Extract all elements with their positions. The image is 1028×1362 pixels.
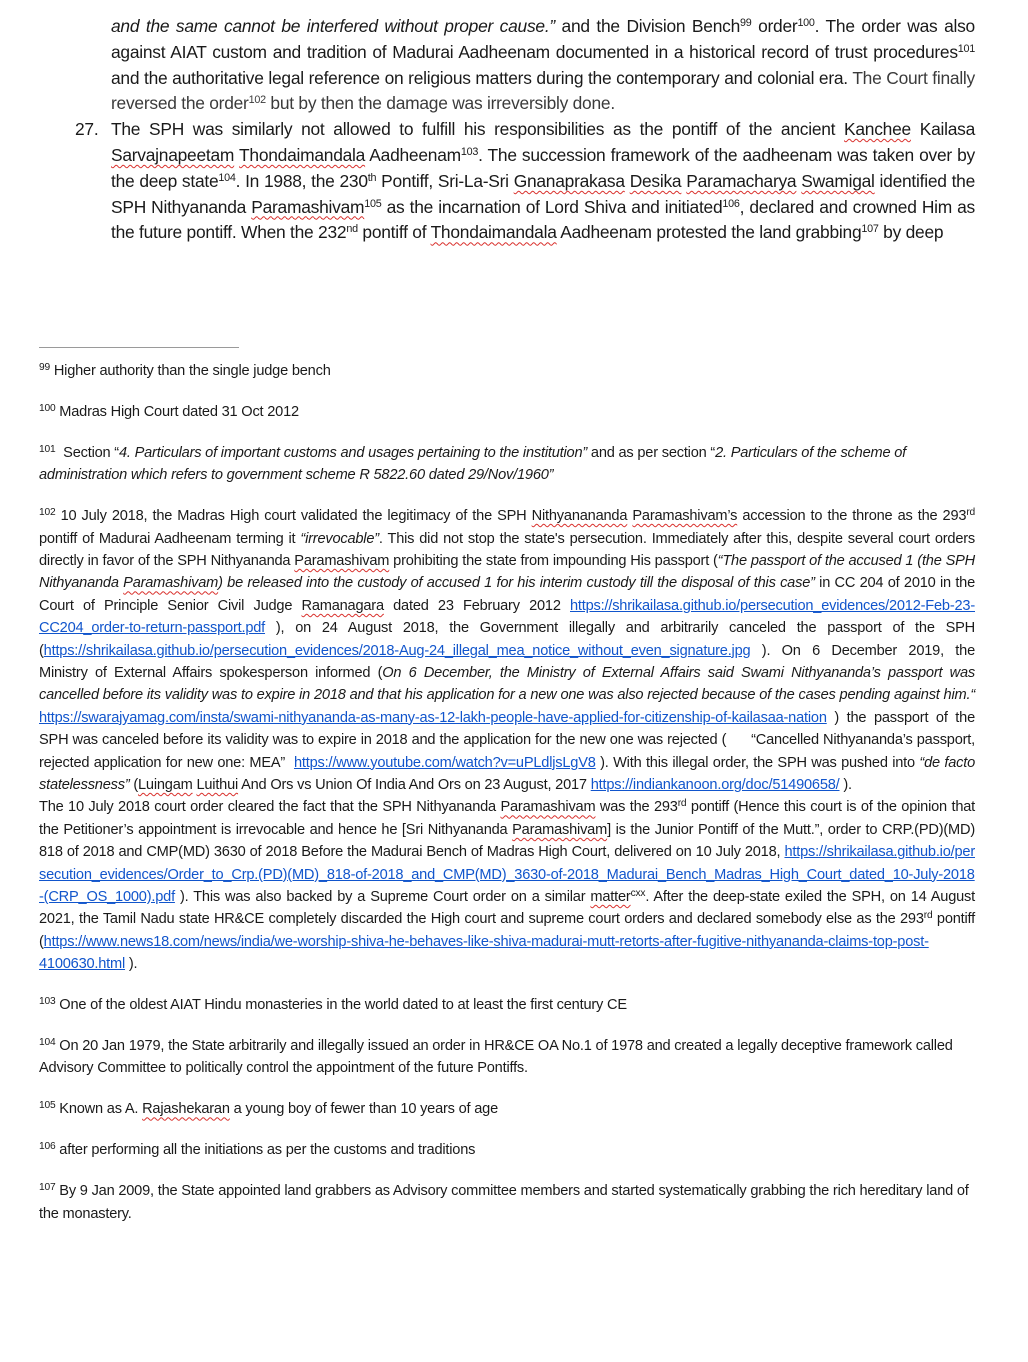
spellcheck-word[interactable]: matter [590, 889, 631, 906]
footnote-102-part-1: $^{102}$ 10 July 2018, the Madras High court validated the legitimacy of the SPH Nithyanananda Paramashivam’s accession to the throne as the 293rd pontiff of Madurai Aadheenam terming it “irrevocable”. This did not stop the state's persecution. Immediately after this, despite several court orders directly in favor of the SPH Nithyananda Paramashivam prohibiting the state from impounding His passport (“The passport of the accused 1 (the SPH Nithyananda Paramashivam) be released into the custody of accused 1 for his interim custody till the disposal of this case” in CC 204 of 2010 in the Court of Principle Senior Civil Judge Ramanagara dated 23 February 2012 https://shrikailasa.github.io/persecution_evidences/2012-Feb-23-CC204_order-to-return-passport.pdf ), on 24 August 2018, the Government illegally and arbitrarily canceled the passport of the SPH (https://shrikailasa.github.io/persecution_evidences/2018-Aug-24_illegal_mea_notice_without_even_signature.jpg ). On 6 December 2019, the Ministry of External Affairs spokesperson informed (On 6 December, the Ministry of External Affairs said Swami Nithyananda’s passport was cancelled before its validity was to expire in 2018 and that his application for a new one was also rejected because of the cases pending against him.“ https://swarajyamag.com/insta/swami-nithyananda-as-many-as-12-lakh-people-have-applied-for-citizenship-of-kailasaa-nation ) the passport of the SPH was canceled before its validity was to expire in 2018 and the application for the new one was rejected ( “Cancelled Nithyananda’s passport, rejected application for new one: MEA” https://www.youtube.com/watch?v=uPLdljsLgV8 ). With this illegal order, the SPH was pushed into “de facto statelessness” (Luingam Luithui And Ors vs Union Of India And Ors on 23 August, 2017 https://indiankanoon.org/doc/51490658/ ). [39, 507, 979, 793]
footnote-ref-106[interactable]: 106 [722, 197, 740, 210]
paragraph-27: 27. The SPH was similarly not allowed to fulfill his responsibilities as the pontiff of the ancient Kanchee Kailasa Sarvajnapeetam Thondaimandala Aadheenam$^{103}$. The succession framework of the aadheenam was taken over by the deep state$^{104}$. In 1988, the 230th Pontiff, Sri-La-Sri Gnanaprakasa Desika Paramacharya Swamigal identified the SPH Nithyananda Paramashivam$^{105}$ as the incarnation of Lord Shiva and initiated$^{106}$, declared and crowned Him as the future pontiff. When the 232nd pontiff of Thondaimandala Aadheenam protested the land grabbing$^{107}$ by deep [75, 119, 976, 243]
footnote-107: $^{107}$ By 9 Jan 2009, the State appointed land grabbers as Advisory committee members and started systematically grabbing the rich hereditary land of the monastery. [39, 1182, 969, 1222]
spellcheck-word[interactable]: Kanchee [844, 119, 911, 140]
spellcheck-word[interactable]: Desika [629, 170, 682, 191]
footnote-102-part-2: The 10 July 2018 court order cleared the fact that the SPH Nithyananda Paramashivam was the 293rd pontiff (Hence this court is of the opinion that the Petitioner’s appointment is irrevocable and hence he [Sri Nithyananda Paramashivam] is the Junior Pontiff of the Mutt.”, order to CRP.(PD)(MD) 818 of 2018 and CMP(MD) 3630 of 2018 Before the Madurai Bench of Madras High Court, delivered on 10 July 2018, https://shrikailasa.github.io/persecution_evidences/Order_to_Crp.(PD)(MD)_818-of-2018_and_CMP(MD)_3630-of-2018_Madurai_Bench_Madras_High_Court_dated_10-July-2018-(CRP_OS_1000).pdf ). This was also backed by a Supreme Court order on a similar matter$^{cxx}$. After the deep-state exiled the SPH, on 14 August 2021, the Tamil Nadu state HR&CE completely discarded the High court and supreme court orders and declared somebody else as the 293rd pontiff (https://www.news18.com/news/india/we-worship-shiva-he-behaves-like-shiva-madurai-mutt-retorts-after-fugitive-nithyananda-claims-top-post-4100630.html ). [39, 798, 976, 973]
link-passport-order[interactable]: https://shrikailasa.github.io/persecution_evidences/2012-Feb-23-CC204_order-to-return-passport.pdf [39, 597, 975, 637]
spellcheck-word[interactable]: Nithyanananda [531, 508, 628, 525]
footnote-103: $^{103}$ One of the oldest AIAT Hindu monasteries in the world dated to at least the first century CE [39, 996, 627, 1014]
footnote-104: $^{104}$ On 20 Jan 1979, the State arbitrarily and illegally issued an order in HR&CE OA No.1 of 1978 and created a legally deceptive framework called Advisory Committee to politically control the appointment of the future Pontiffs. [39, 1036, 953, 1077]
spellcheck-word[interactable]: Paramashivam [251, 196, 365, 217]
footnote-106: $^{106}$ after performing all the initiations as per the customs and traditions [39, 1141, 476, 1159]
footnotes-section [39, 360, 979, 1244]
link-swarajyamag[interactable]: https://swarajyamag.com/insta/swami-nithyananda-as-many-as-12-lakh-people-have-applied-for-citizenship-of-kailasaa-nation [39, 709, 827, 726]
footnote-ref-102[interactable]: 102 [248, 94, 266, 107]
endnote-ref-cxx[interactable]: cxx [630, 887, 646, 899]
list-number: 27. [75, 119, 99, 140]
main-body [75, 14, 976, 246]
spellcheck-word[interactable]: Ramanagara [301, 597, 384, 614]
link-youtube[interactable]: https://www.youtube.com/watch?v=uPLdljsLgV8 [293, 754, 596, 771]
link-crp-order[interactable]: https://shrikailasa.github.io/persecution_evidences/Order_to_Crp.(PD)(MD)_818-of-2018_and_CMP(MD)_3630-of-2018_Madurai_Bench_Madras_High_Court_dated_10-July-2018-(CRP_OS_1000).pdf [39, 844, 975, 906]
italic-quote: and the same cannot be interfered without proper cause.” [111, 16, 555, 36]
spellcheck-word[interactable]: Gnanaprakasa [513, 170, 625, 191]
spellcheck-word[interactable]: Paramacharya [686, 170, 797, 191]
spellcheck-word[interactable]: Paramashivam [294, 552, 390, 569]
spellcheck-word[interactable]: Luingam [138, 777, 193, 793]
footnote-ref-99[interactable]: 99 [740, 17, 752, 30]
spellcheck-word[interactable]: Rajashekaran [142, 1101, 230, 1118]
spellcheck-word[interactable]: Thondaimandala [430, 222, 557, 243]
spellcheck-word[interactable]: Swamigal [801, 170, 875, 191]
spellcheck-word[interactable]: Thondaimandala [239, 144, 366, 165]
spellcheck-word[interactable]: Paramashivam [500, 799, 596, 816]
footnote-ref-107[interactable]: 107 [861, 223, 879, 236]
footnote-ref-103[interactable]: 103 [460, 146, 479, 159]
footnote-102 [39, 505, 979, 976]
spellcheck-word[interactable]: Paramashivam [123, 575, 219, 592]
footnote-ref-100[interactable]: 100 [797, 17, 815, 30]
footnote-ref-104[interactable]: 104 [218, 171, 236, 184]
spellcheck-word[interactable]: Sarvajnapeetam [111, 144, 235, 165]
footnote-separator [39, 347, 239, 348]
paragraph-continuation: and the same cannot be interfered without proper cause.” and the Division Bench$^{99}$ order$^{100}$. The order was also against AIAT custom and tradition of Madurai Aadheenam documented in a historical record of trust procedures$^{101}$ and the authoritative legal reference on religious matters during the contemporary and colonial era. The Court finally reversed the order$^{102}$ but by then the damage was irreversibly done. [111, 16, 975, 114]
link-indiankanoon[interactable]: https://indiankanoon.org/doc/51490658/ [590, 777, 840, 793]
spellcheck-word[interactable]: Luithui [196, 777, 239, 793]
spellcheck-word[interactable]: Paramashivam’s [632, 508, 738, 525]
footnote-101: $^{101}$ Section “4. Particulars of important customs and usages pertaining to the institution” and as per section “2. Particulars of the scheme of administration which refers to government scheme R 5822.60 dated 29/Nov/1960” [39, 443, 910, 484]
footnote-ref-105[interactable]: 105 [364, 197, 382, 210]
footnote-ref-101[interactable]: 101 [957, 42, 975, 55]
link-news18[interactable]: https://www.news18.com/news/india/we-worship-shiva-he-behaves-like-shiva-madurai-mutt-retorts-after-fugitive-nithyananda-claims-top-post-4100630.html [39, 933, 929, 973]
spellcheck-word[interactable]: Paramashivam [512, 821, 608, 838]
link-mea-notice[interactable]: https://shrikailasa.github.io/persecution_evidences/2018-Aug-24_illegal_mea_notice_without_even_signature.jpg [43, 642, 751, 659]
footnote-100: $^{100}$ Madras High Court dated 31 Oct 2012 [39, 402, 299, 420]
footnote-99: $^{99}$ Higher authority than the single judge bench [39, 361, 331, 379]
footnote-105: $^{105}$ Known as A. Rajashekaran a young boy of fewer than 10 years of age [39, 1100, 499, 1118]
